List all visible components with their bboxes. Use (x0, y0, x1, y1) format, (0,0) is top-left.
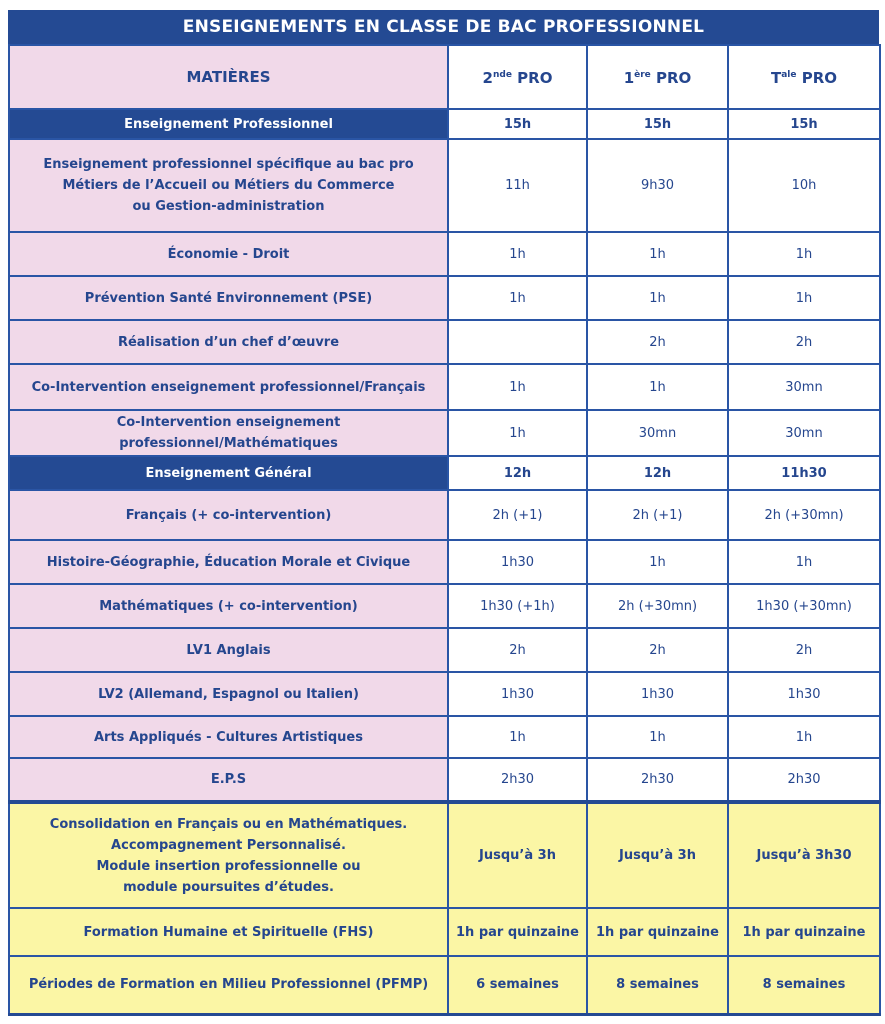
hours-cell: 1h (587, 364, 728, 410)
hours-cell: 9h30 (587, 139, 728, 232)
subject-cell (9, 109, 448, 139)
header-col-1ere (587, 45, 728, 109)
subject-cell (9, 139, 448, 232)
subject-line: Histoire-Géographie, Éducation Morale et Civique (46, 554, 411, 570)
section-row (9, 109, 880, 139)
hours-cell: 1h30 (448, 672, 587, 716)
subject-line: Enseignement professionnel spécifique au bac pro (43, 157, 414, 172)
hours-cell: 1h (448, 716, 587, 758)
hours-cell: 2h (+1) (448, 490, 587, 540)
header-col-sup: nde (492, 70, 512, 80)
schedule-document (8, 10, 879, 1016)
hours-cell: 15h (448, 109, 587, 139)
header-col-sup: ère (634, 70, 651, 80)
hours-cell: 1h (728, 716, 880, 758)
schedule-table (8, 44, 881, 1016)
subject-line: Périodes de Formation en Milieu Professionnel (PFMP) (28, 977, 429, 993)
hours-cell: 1h (728, 232, 880, 276)
subject-cell (9, 672, 448, 716)
hours-cell: 2h (587, 628, 728, 672)
subject-line: LV2 (Allemand, Espagnol ou Italien) (98, 686, 359, 702)
subject-line: Réalisation d’un chef d’œuvre (117, 334, 340, 350)
hours-cell: Jusqu’à 3h (587, 802, 728, 908)
table-row (9, 628, 880, 672)
header-col-main: 2 (482, 69, 493, 87)
hours-cell (448, 320, 587, 364)
subject-line: Co-Intervention enseignement professionnel/Mathématiques (116, 415, 341, 451)
table-row (9, 276, 880, 320)
table-row (9, 802, 880, 908)
table-row (9, 716, 880, 758)
subject-cell (9, 758, 448, 802)
subject-line: ou Gestion-administration (132, 199, 325, 214)
table-row (9, 908, 880, 956)
hours-cell: 1h (448, 364, 587, 410)
table-row (9, 672, 880, 716)
subject-line: Enseignement Professionnel (124, 116, 333, 132)
hours-cell: 1h par quinzaine (448, 908, 587, 956)
hours-cell: 2h (+1) (587, 490, 728, 540)
subject-cell (9, 716, 448, 758)
header-col-tale (728, 45, 880, 109)
schedule-table-body (9, 45, 880, 1014)
hours-cell: 1h (587, 540, 728, 584)
hours-cell: 1h (587, 276, 728, 320)
subject-cell (9, 276, 448, 320)
subject-line: Économie - Droit (167, 246, 290, 262)
table-row (9, 758, 880, 802)
subject-line: Co-Intervention enseignement professionnel/Français (31, 379, 426, 395)
table-row (9, 364, 880, 410)
section-row (9, 456, 880, 490)
table-row (9, 956, 880, 1014)
hours-cell: 2h (+30mn) (587, 584, 728, 628)
hours-cell: 2h (448, 628, 587, 672)
header-subject: MATIÈRES (9, 45, 448, 109)
subject-line: Enseignement Général (145, 465, 312, 481)
subject-line: Accompagnement Personnalisé. (111, 837, 346, 853)
hours-cell: 6 semaines (448, 956, 587, 1014)
subject-line: E.P.S (210, 772, 247, 787)
table-row (9, 584, 880, 628)
hours-cell: 1h30 (+30mn) (728, 584, 880, 628)
hours-cell: 2h30 (728, 758, 880, 802)
hours-cell: 1h30 (+1h) (448, 584, 587, 628)
subject-line: Consolidation en Français ou en Mathématiques. (49, 816, 408, 832)
subject-line: LV1 Anglais (186, 642, 271, 658)
hours-cell: 1h (448, 276, 587, 320)
subject-cell (9, 908, 448, 956)
hours-cell: 8 semaines (587, 956, 728, 1014)
header-col-2nde (448, 45, 587, 109)
header-col-main: 1 (623, 69, 635, 87)
subject-cell (9, 232, 448, 276)
hours-cell: 11h (448, 139, 587, 232)
header-col-post: PRO (511, 69, 553, 87)
hours-cell: 30mn (728, 364, 880, 410)
table-title: ENSEIGNEMENTS EN CLASSE DE BAC PROFESSIONNEL (8, 10, 879, 44)
hours-cell: 1h30 (587, 672, 728, 716)
subject-cell (9, 490, 448, 540)
subject-cell (9, 320, 448, 364)
hours-cell: 1h (448, 232, 587, 276)
hours-cell: 30mn (728, 410, 880, 456)
subject-line: Français (+ co-intervention) (125, 507, 332, 523)
hours-cell: 12h (587, 456, 728, 490)
hours-cell: Jusqu’à 3h30 (728, 802, 880, 908)
subject-line: module poursuites d’études. (123, 879, 334, 895)
hours-cell: Jusqu’à 3h (448, 802, 587, 908)
subject-line: Prévention Santé Environnement (PSE) (84, 290, 373, 306)
table-row (9, 410, 880, 456)
table-row (9, 490, 880, 540)
hours-cell: 1h (448, 410, 587, 456)
hours-cell: 1h (587, 716, 728, 758)
hours-cell: 2h (728, 628, 880, 672)
hours-cell: 2h30 (448, 758, 587, 802)
subject-line: Arts Appliqués - Cultures Artistiques (94, 729, 363, 745)
hours-cell: 15h (728, 109, 880, 139)
hours-cell: 30mn (587, 410, 728, 456)
header-col-post: PRO (796, 69, 838, 87)
subject-cell (9, 540, 448, 584)
table-row (9, 232, 880, 276)
table-row (9, 320, 880, 364)
hours-cell: 11h30 (728, 456, 880, 490)
header-col-sup: ale (781, 70, 797, 80)
hours-cell: 1h par quinzaine (728, 908, 880, 956)
subject-cell (9, 956, 448, 1014)
hours-cell: 1h (587, 232, 728, 276)
hours-cell: 1h par quinzaine (587, 908, 728, 956)
hours-cell: 15h (587, 109, 728, 139)
subject-line: Formation Humaine et Spirituelle (FHS) (83, 924, 374, 940)
hours-cell: 1h30 (728, 672, 880, 716)
hours-cell: 2h (+30mn) (728, 490, 880, 540)
hours-cell: 1h (728, 276, 880, 320)
hours-cell: 2h (728, 320, 880, 364)
hours-cell: 2h30 (587, 758, 728, 802)
hours-cell: 10h (728, 139, 880, 232)
subject-cell (9, 802, 448, 908)
subject-line: Module insertion professionnelle ou (96, 858, 361, 874)
subject-cell (9, 410, 448, 456)
subject-cell (9, 584, 448, 628)
hours-cell: 8 semaines (728, 956, 880, 1014)
hours-cell: 12h (448, 456, 587, 490)
header-row (9, 45, 880, 109)
hours-cell: 1h30 (448, 540, 587, 584)
subject-line: Mathématiques (+ co-intervention) (99, 598, 358, 614)
subject-cell (9, 456, 448, 490)
table-row (9, 540, 880, 584)
subject-cell (9, 628, 448, 672)
subject-cell (9, 364, 448, 410)
header-col-main: T (770, 69, 782, 87)
hours-cell: 1h (728, 540, 880, 584)
header-col-post: PRO (650, 69, 692, 87)
hours-cell: 2h (587, 320, 728, 364)
subject-line: Métiers de l’Accueil ou Métiers du Commerce (62, 178, 395, 193)
table-row (9, 139, 880, 232)
